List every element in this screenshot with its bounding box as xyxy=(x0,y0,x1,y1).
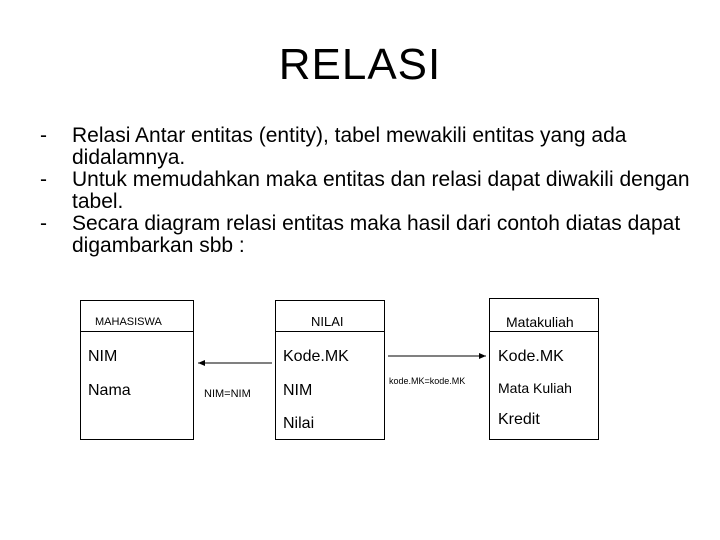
bullet-text: Secara diagram relasi entitas maka hasil dari contoh diatas dapat digambarkan sbb : xyxy=(72,212,681,257)
matakuliah-label: Matakuliah xyxy=(506,314,574,330)
mahasiswa-field-nama: Nama xyxy=(88,382,131,399)
nilai-field-nilai: Nilai xyxy=(283,415,315,432)
slide-title: RELASI xyxy=(278,40,442,89)
bullet-dash: - xyxy=(40,124,47,147)
bullet-text: Relasi Antar entitas (entity), tabel mewakili entitas yang ada didalamnya. xyxy=(72,124,627,169)
relation-label-left: NIM=NIM xyxy=(204,388,251,400)
bullet-dash: - xyxy=(40,212,47,235)
nilai-field-kodemk: Kode.MK xyxy=(283,348,349,365)
bullet-dash: - xyxy=(40,168,47,191)
matakuliah-field-kodemk: Kode.MK xyxy=(498,348,564,365)
bullet-text: Untuk memudahkan maka entitas dan relasi dapat diwakili dengan tabel. xyxy=(72,168,690,213)
relation-label-right: kode.MK=kode.MK xyxy=(389,376,466,386)
matakuliah-field-kredit: Kredit xyxy=(498,411,540,428)
nilai-label: NILAI xyxy=(311,314,344,329)
matakuliah-field-matakuliah: Mata Kuliah xyxy=(498,380,572,396)
mahasiswa-field-nim: NIM xyxy=(88,348,118,365)
mahasiswa-label: MAHASISWA xyxy=(95,316,162,328)
nilai-field-nim: NIM xyxy=(283,382,313,399)
